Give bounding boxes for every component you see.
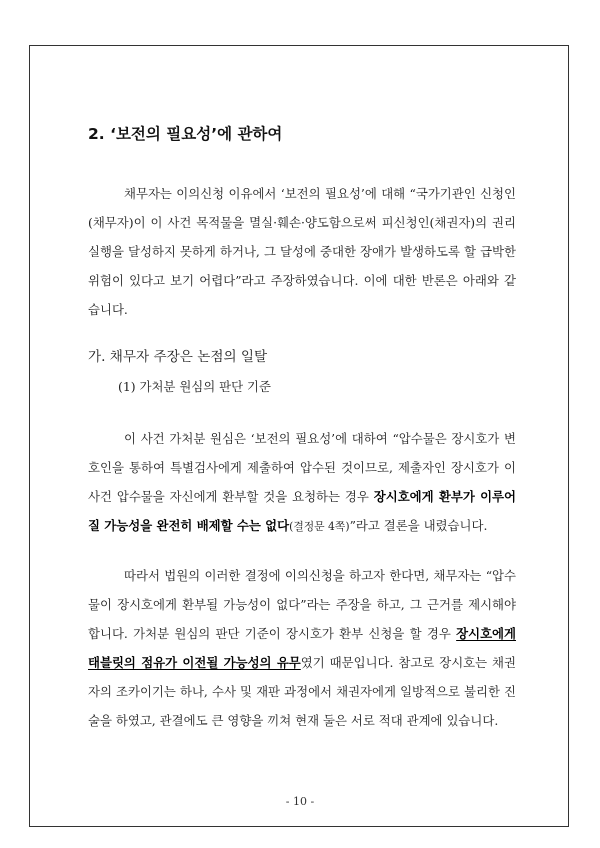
- subsection-1-title: (1) 가처분 원심의 판단 기준: [118, 379, 271, 394]
- page-number: - 10 -: [285, 795, 315, 808]
- paragraph-3: [88, 561, 516, 735]
- paragraph-3-emphasis: 장시호에게 태블릿의 점유가 이전될 가능성의 유무: [88, 626, 516, 670]
- paragraph-1-text: 채무자는 이의신청 이유에서 ‘보전의 필요성’에 대해 “국가기관인 신청인(채무자)이 이 사건 목적물을 멸실·훼손·양도함으로써 피신청인(채권자)의 권리 실행을 달성하지 못하게 하거나, 그 달성에 중대한 장애가 발생하도록 할 급박한 위험이 있다고 보기 어렵다”라고 주장하였습니다. 이에 대한 반론은 아래와 같습니다.: [88, 186, 516, 317]
- section-heading: 2. ‘보전의 필요성’에 관하여: [88, 125, 283, 143]
- paragraph-2-emphasis: 장시호에게 환부가 이루어질 가능성을 완전히 배제할 수는 없다: [88, 489, 516, 533]
- paragraph-2-citation: (결정문 4쪽): [289, 520, 350, 533]
- paragraph-2: [88, 424, 516, 541]
- paragraph-2-text-after: ”라고 결론을 내렸습니다.: [349, 518, 488, 533]
- subsection-a-title: 가. 채무자 주장은 논점의 일탈: [88, 349, 268, 365]
- paragraph-1: [88, 179, 516, 324]
- paragraph-3-text-after: 였기 때문입니다. 참고로 장시호는 채권자의 조카이기는 하나, 수사 및 재판 과정에서 채권자에게 일방적으로 불리한 진술을 하였고, 관결에도 큰 영향을 끼쳐 현재 둘은 서로 적대 관계에 있습니다.: [88, 655, 516, 728]
- paragraph-2-text-before: 이 사건 가처분 원심은 ‘보전의 필요성’에 대하여 “압수물은 장시호가 변호인을 통하여 특별검사에게 제출하여 압수된 것이므로, 제출자인 장시호가 이 사건 압수물을 자신에게 환부할 것을 요청하는 경우: [88, 431, 516, 504]
- paragraph-3-text-before: 따라서 법원의 이러한 결정에 이의신청을 하고자 한다면, 채무자는 “압수물이 장시호에게 환부될 가능성이 없다”라는 주장을 하고, 그 근거를 제시해야 합니다. 가처분 원심의 판단 기준이 장시호가 환부 신청을 할 경우: [88, 568, 516, 641]
